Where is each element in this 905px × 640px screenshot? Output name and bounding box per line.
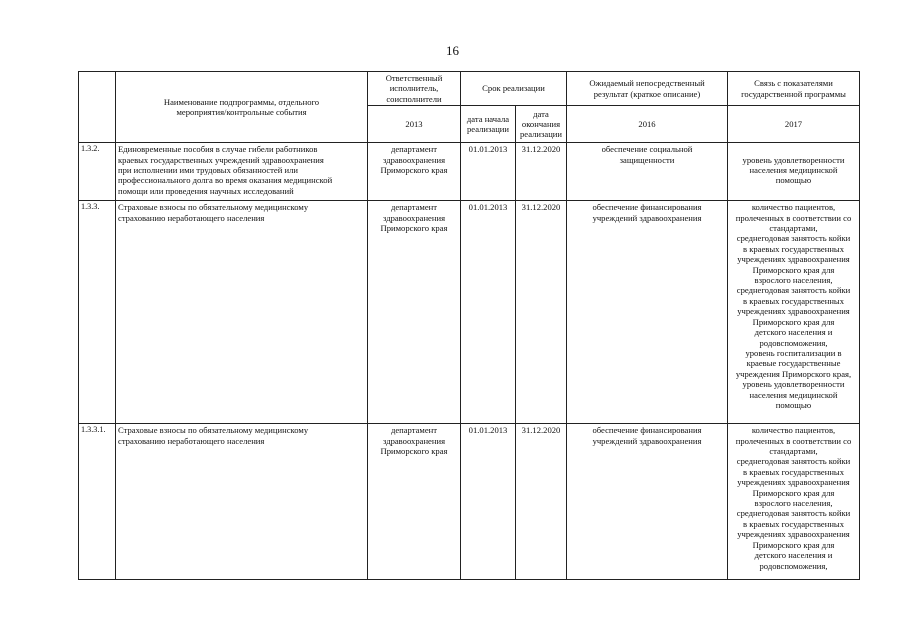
header-name: Наименование подпрограммы, отдельного мероприятия/контрольные события	[116, 72, 368, 143]
row-name: Страховые взносы по обязательному медицинскому страхованию неработающего населения	[116, 424, 368, 580]
row-number: 1.3.2.	[79, 143, 116, 201]
table-row	[79, 201, 860, 424]
row-responsible: департамент здравоохранения Приморского края	[368, 143, 461, 201]
row-end-date: 31.12.2020	[516, 424, 567, 580]
header-responsible: Ответственный исполнитель, соисполнители	[368, 72, 461, 106]
row-end-date: 31.12.2020	[516, 201, 567, 424]
header-row	[79, 72, 860, 106]
row-responsible: департамент здравоохранения Приморского края	[368, 424, 461, 580]
header-start-date: дата начала реализации	[461, 106, 516, 143]
row-start-date: 01.01.2013	[461, 424, 516, 580]
row-name: Страховые взносы по обязательному медицинскому страхованию неработающего населения	[116, 201, 368, 424]
header-num-cell	[79, 72, 116, 143]
row-indicators: количество пациентов, пролеченных в соответствии со стандартами, среднегодовая занятость койки в краевых государственных учреждениях здравоохранения Приморского края для взрослого населения, среднегодовая занятость койки в краевых государственных учреждениях здравоохранения Приморского края для детского населения и родовспоможения, уровень госпитализации в краевые государственные учреждения Приморского края, уровень удовлетворенности населения медицинской помощью	[728, 201, 860, 424]
row-start-date: 01.01.2013	[461, 201, 516, 424]
subheader-expected: 2016	[567, 106, 728, 143]
row-expected-result: обеспечение социальной защищенности	[567, 143, 728, 201]
row-expected-result: обеспечение финансирования учреждений здравоохранения	[567, 201, 728, 424]
subheader-responsible: 2013	[368, 106, 461, 143]
program-table	[78, 71, 860, 580]
row-name: Единовременные пособия в случае гибели работников краевых государственных учреждений здравоохранения при исполнении ими трудовых обязанностей или профессионального долга во время оказания медицинской помощи или проведения научных исследований	[116, 143, 368, 201]
subheader-link: 2017	[728, 106, 860, 143]
row-end-date: 31.12.2020	[516, 143, 567, 201]
page-number: 16	[446, 43, 459, 58]
header-link: Связь с показателями государственной программы	[728, 72, 860, 106]
row-expected-result: обеспечение финансирования учреждений здравоохранения	[567, 424, 728, 580]
header-term: Срок реализации	[461, 72, 567, 106]
header-expected: Ожидаемый непосредственный результат (краткое описание)	[567, 72, 728, 106]
row-indicators: уровень удовлетворенности населения медицинской помощью	[728, 143, 860, 201]
row-number: 1.3.3.	[79, 201, 116, 424]
row-indicators: количество пациентов, пролеченных в соответствии со стандартами, среднегодовая занятость койки в краевых государственных учреждениях здравоохранения Приморского края для взрослого населения, среднегодовая занятость койки в краевых государственных учреждениях здравоохранения Приморского края для детского населения и родовспоможения,	[728, 424, 860, 580]
table-row	[79, 143, 860, 201]
row-start-date: 01.01.2013	[461, 143, 516, 201]
table-row	[79, 424, 860, 580]
row-responsible: департамент здравоохранения Приморского края	[368, 201, 461, 424]
header-end-date: дата окончания реализации	[516, 106, 567, 143]
row-number: 1.3.3.1.	[79, 424, 116, 580]
